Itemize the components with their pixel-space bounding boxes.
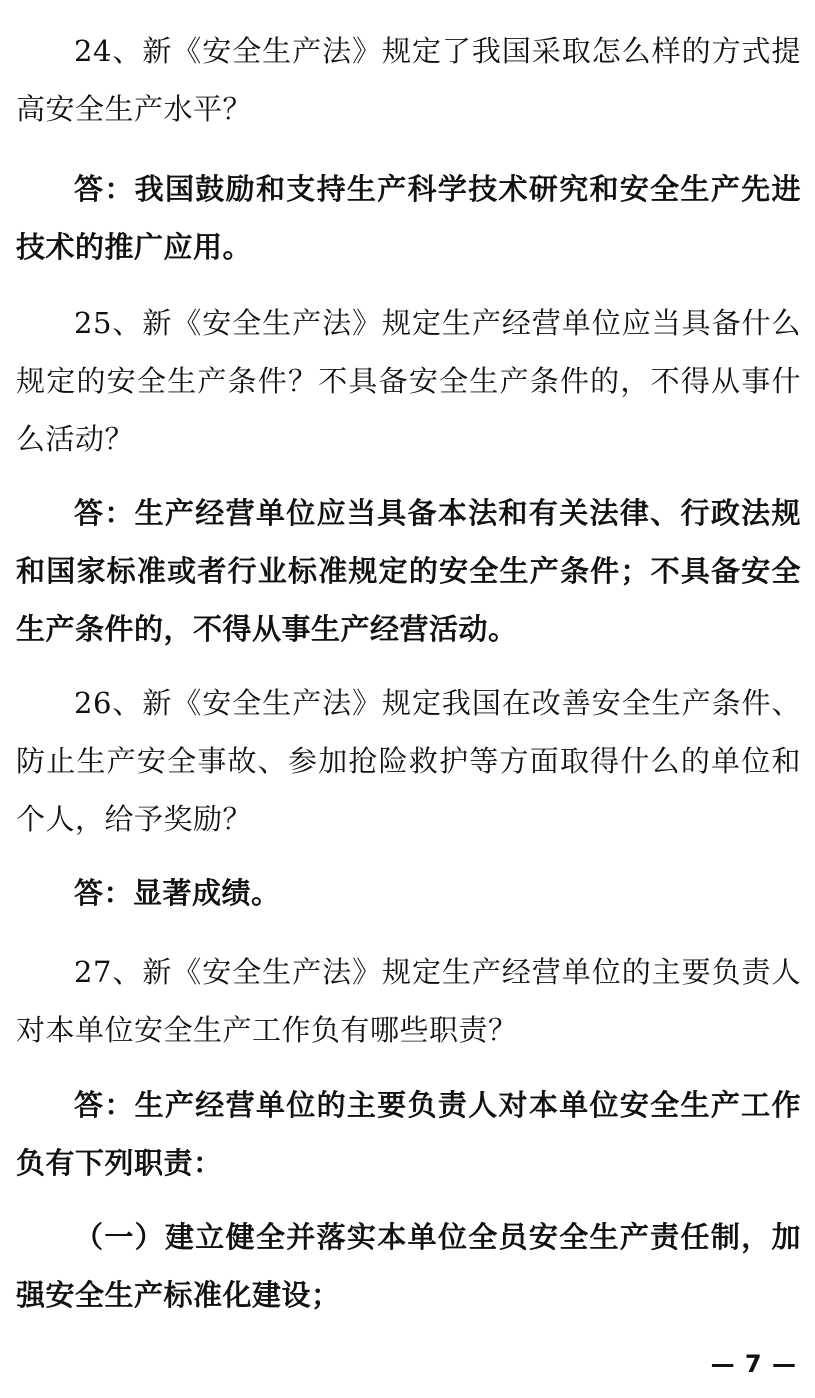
answer-24: 答：我国鼓励和支持生产科学技术研究和安全生产先进技术的推广应用。 (16, 172, 801, 264)
answer-27-item-1: （一）建立健全并落实本单位全员安全生产责任制，加强安全生产标准化建设； (16, 1220, 801, 1312)
answer-26: 答：显著成绩。 (74, 876, 281, 910)
question-27: 27、新《安全生产法》规定生产经营单位的主要负责人对本单位安全生产工作负有哪些职责？ (16, 955, 801, 1047)
answer-25: 答：生产经营单位应当具备本法和有关法律、行政法规和国家标准或者行业标准规定的安全生产条件；不具备安全生产条件的，不得从事生产经营活动。 (16, 496, 801, 646)
page-number: — 7 — (710, 1350, 797, 1378)
question-26: 26、新《安全生产法》规定我国在改善安全生产条件、防止生产安全事故、参加抢险救护等方面取得什么的单位和个人，给予奖励？ (16, 686, 801, 836)
question-24: 24、新《安全生产法》规定了我国采取怎么样的方式提高安全生产水平？ (16, 34, 801, 126)
question-25: 25、新《安全生产法》规定生产经营单位应当具备什么规定的安全生产条件？不具备安全生产条件的，不得从事什么活动？ (16, 306, 801, 456)
answer-27: 答：生产经营单位的主要负责人对本单位安全生产工作负有下列职责： (16, 1088, 801, 1180)
